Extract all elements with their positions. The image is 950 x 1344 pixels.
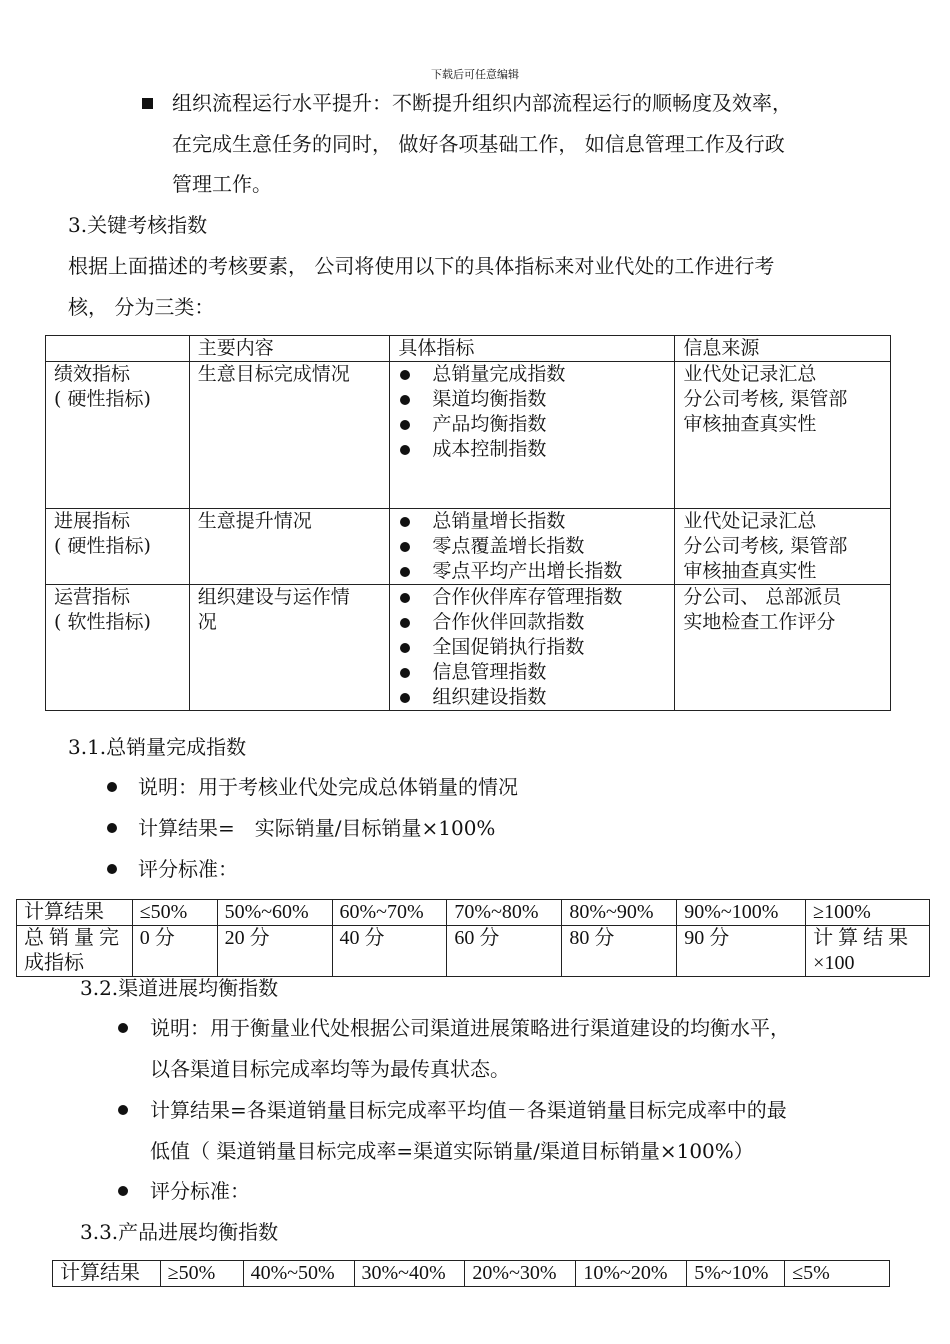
- table-row: [46, 362, 891, 509]
- bullet-icon: [400, 643, 410, 653]
- table-row: [46, 509, 891, 585]
- header-cell: 信息来源: [675, 336, 891, 362]
- header-cell: [46, 336, 190, 362]
- indicator-cell: [390, 509, 675, 585]
- section-3-2-heading: 3.2.渠道进展均衡指数: [80, 976, 279, 1000]
- list-item: 组织建设指数: [398, 685, 674, 710]
- s32-bullet-3: 评分标准：: [150, 1179, 250, 1203]
- table-header-row: [46, 336, 891, 362]
- list-item: 合作伙伴库存管理指数: [398, 585, 674, 610]
- kpi-category-table: [45, 335, 891, 711]
- intro-line-3: 管理工作。: [172, 172, 272, 196]
- table-cell: 总 销 量 完 成指标: [17, 926, 133, 977]
- table-cell: 70%~80%: [447, 900, 562, 926]
- content-cell: 组织建设与运作情 况: [189, 585, 390, 711]
- s32-bullet-2-line-2: 低值（ 渠道销量目标完成率=渠道实际销量/渠道目标销量×100%）: [150, 1139, 754, 1163]
- table-cell: 40 分: [332, 926, 447, 977]
- bullet-icon: [400, 618, 410, 628]
- bullet-icon: [118, 1023, 128, 1033]
- bullet-icon: [400, 420, 410, 430]
- s31-bullet-2: 计算结果= 实际销量/目标销量×100%: [138, 816, 496, 840]
- source-cell: 业代处记录汇总 分公司考核, 渠管部 审核抽查真实性: [675, 362, 891, 509]
- section-3-para-line-2: 核， 分为三类：: [68, 295, 215, 319]
- table-cell: 计 算 结 果 ×100: [806, 926, 930, 977]
- list-item: 总销量增长指数: [398, 509, 674, 534]
- category-cell: 运营指标 ( 软性指标): [46, 585, 190, 711]
- table-cell: 40%~50%: [243, 1261, 354, 1287]
- page-header: 下载后可任意编辑: [431, 68, 519, 81]
- table-row: [53, 1261, 890, 1287]
- table-cell: 10%~20%: [576, 1261, 687, 1287]
- square-bullet-icon: [142, 98, 153, 109]
- bullet-icon: [400, 567, 410, 577]
- table-cell: 50%~60%: [217, 900, 332, 926]
- score-table-total-sales: [16, 899, 930, 977]
- list-item: 成本控制指数: [398, 437, 674, 462]
- content-cell: 生意目标完成情况: [189, 362, 390, 509]
- section-3-1-heading: 3.1.总销量完成指数: [68, 735, 247, 759]
- table-cell: 60 分: [447, 926, 562, 977]
- table-cell: 90%~100%: [677, 900, 806, 926]
- category-cell: 进展指标 ( 硬性指标): [46, 509, 190, 585]
- s32-bullet-1-line-1: 说明：用于衡量业代处根据公司渠道进展策略进行渠道建设的均衡水平，: [150, 1016, 790, 1040]
- table-cell: ≥50%: [160, 1261, 243, 1287]
- table-cell: 5%~10%: [687, 1261, 785, 1287]
- bullet-icon: [400, 445, 410, 455]
- table-cell: 90 分: [677, 926, 806, 977]
- bullet-icon: [400, 517, 410, 527]
- bullet-icon: [400, 668, 410, 678]
- intro-line-1: 组织流程运行水平提升：不断提升组织内部流程运行的顺畅度及效率，: [172, 91, 792, 115]
- section-3-heading: 3.关键考核指数: [68, 213, 208, 237]
- table-row: [17, 900, 930, 926]
- source-cell: 分公司、 总部派员 实地检查工作评分: [675, 585, 891, 711]
- table-cell: ≤5%: [785, 1261, 890, 1287]
- bullet-icon: [400, 593, 410, 603]
- bullet-icon: [107, 823, 117, 833]
- table-cell: 80 分: [562, 926, 677, 977]
- score-table-product-balance: [52, 1260, 890, 1287]
- bullet-icon: [400, 370, 410, 380]
- table-cell: 计算结果: [17, 900, 133, 926]
- table-cell: 0 分: [132, 926, 217, 977]
- indicator-cell: [390, 362, 675, 509]
- bullet-icon: [400, 395, 410, 405]
- s31-bullet-3: 评分标准：: [138, 857, 238, 881]
- table-cell: ≤50%: [132, 900, 217, 926]
- source-cell: 业代处记录汇总 分公司考核, 渠管部 审核抽查真实性: [675, 509, 891, 585]
- table-cell: 计算结果: [53, 1261, 161, 1287]
- indicator-cell: [390, 585, 675, 711]
- table-row: [46, 585, 891, 711]
- list-item: 合作伙伴回款指数: [398, 610, 674, 635]
- list-item: 全国促销执行指数: [398, 635, 674, 660]
- category-cell: 绩效指标 ( 硬性指标): [46, 362, 190, 509]
- bullet-icon: [118, 1186, 128, 1196]
- bullet-icon: [118, 1105, 128, 1115]
- header-cell: 主要内容: [189, 336, 390, 362]
- s31-bullet-1: 说明：用于考核业代处完成总体销量的情况: [138, 775, 518, 799]
- list-item: 信息管理指数: [398, 660, 674, 685]
- table-cell: 60%~70%: [332, 900, 447, 926]
- bullet-icon: [400, 693, 410, 703]
- bullet-icon: [107, 782, 117, 792]
- list-item: 零点覆盖增长指数: [398, 534, 674, 559]
- list-item: 零点平均产出增长指数: [398, 559, 674, 584]
- intro-line-2: 在完成生意任务的同时， 做好各项基础工作， 如信息管理工作及行政: [172, 132, 785, 156]
- bullet-icon: [107, 864, 117, 874]
- table-cell: 80%~90%: [562, 900, 677, 926]
- table-cell: ≥100%: [806, 900, 930, 926]
- s32-bullet-2-line-1: 计算结果=各渠道销量目标完成率平均值－各渠道销量目标完成率中的最: [150, 1098, 787, 1122]
- section-3-3-heading: 3.3.产品进展均衡指数: [80, 1220, 279, 1244]
- table-cell: 30%~40%: [354, 1261, 465, 1287]
- table-cell: 20 分: [217, 926, 332, 977]
- table-cell: 20%~30%: [465, 1261, 576, 1287]
- section-3-para-line-1: 根据上面描述的考核要素， 公司将使用以下的具体指标来对业代处的工作进行考: [68, 254, 775, 278]
- content-cell: 生意提升情况: [189, 509, 390, 585]
- s32-bullet-1-line-2: 以各渠道目标完成率均等为最传真状态。: [150, 1057, 510, 1081]
- list-item: 总销量完成指数: [398, 362, 674, 387]
- list-item: 渠道均衡指数: [398, 387, 674, 412]
- list-item: 产品均衡指数: [398, 412, 674, 437]
- bullet-icon: [400, 542, 410, 552]
- header-cell: 具体指标: [390, 336, 675, 362]
